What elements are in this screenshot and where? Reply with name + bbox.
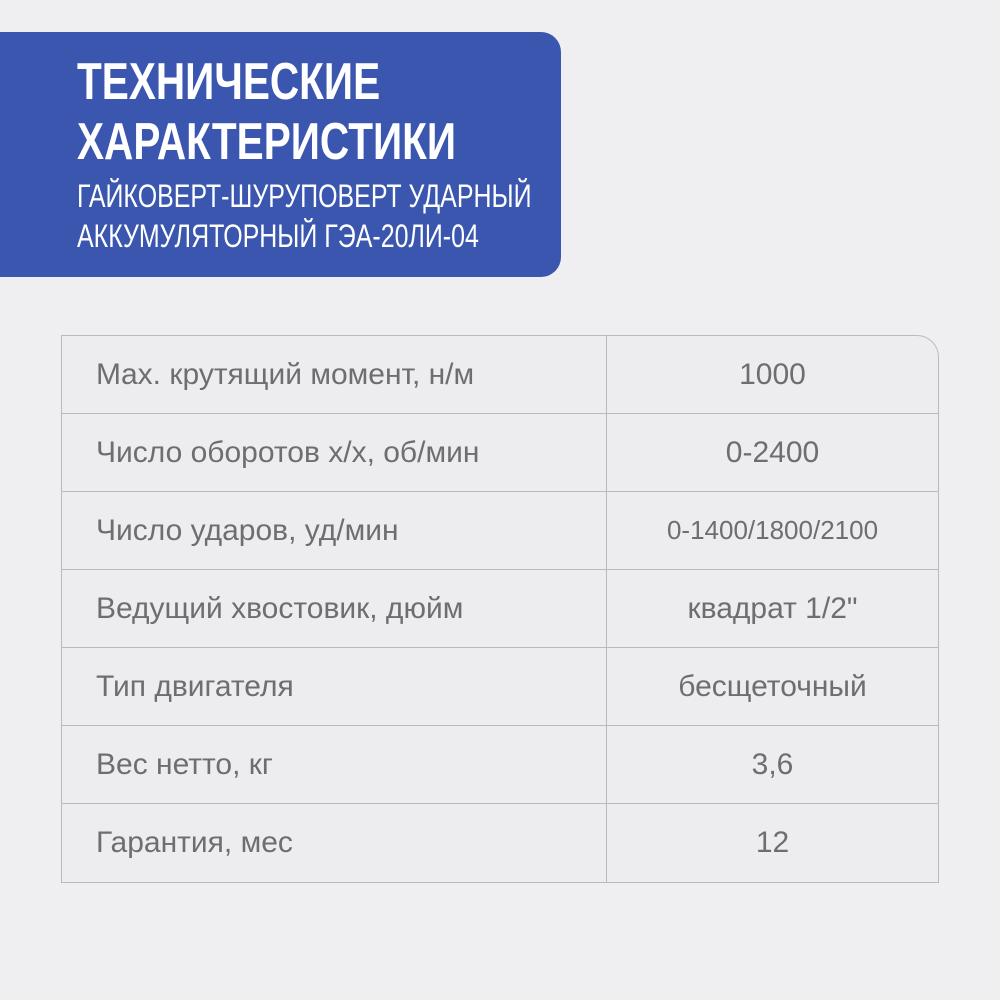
table-row xyxy=(62,726,938,804)
spec-value: 0-2400 xyxy=(607,414,938,492)
spec-value: 12 xyxy=(755,826,790,859)
page-title xyxy=(77,52,561,172)
spec-label: Гарантия, мес xyxy=(62,804,607,882)
spec-label: Ведущий хвостовик, дюйм xyxy=(62,570,607,648)
spec-label: Max. крутящий момент, н/м xyxy=(62,336,607,414)
table-row xyxy=(62,648,938,726)
spec-value: 0-1400/1800/2100 xyxy=(607,492,938,570)
spec-value: 3,6 xyxy=(607,726,938,804)
spec-value: бесщеточный xyxy=(607,648,938,726)
table-row xyxy=(62,492,938,570)
spec-label: Число оборотов х/х, об/мин xyxy=(62,414,607,492)
spec-label: Число ударов, уд/мин xyxy=(62,492,607,570)
spec-label: Вес нетто, кг xyxy=(62,726,607,804)
table-row xyxy=(62,804,938,882)
subtitle-line-1: ГАЙКОВЕРТ-ШУРУПОВЕРТ УДАРНЫЙ xyxy=(77,178,532,214)
title-banner xyxy=(0,32,561,277)
spec-value: 1000 xyxy=(607,336,938,414)
subtitle-line-2: АККУМУЛЯТОРНЫЙ ГЭА-20ЛИ-04 xyxy=(77,218,479,254)
table-row xyxy=(62,336,938,414)
spec-label: Тип двигателя xyxy=(62,648,607,726)
table-row xyxy=(62,570,938,648)
title-line-2: ХАРАКТЕРИСТИКИ xyxy=(77,113,457,171)
spec-table xyxy=(61,335,939,883)
table-row xyxy=(62,414,938,492)
title-line-1: ТЕХНИЧЕСКИЕ xyxy=(77,53,381,111)
spec-value: квадрат 1/2" xyxy=(607,570,938,648)
